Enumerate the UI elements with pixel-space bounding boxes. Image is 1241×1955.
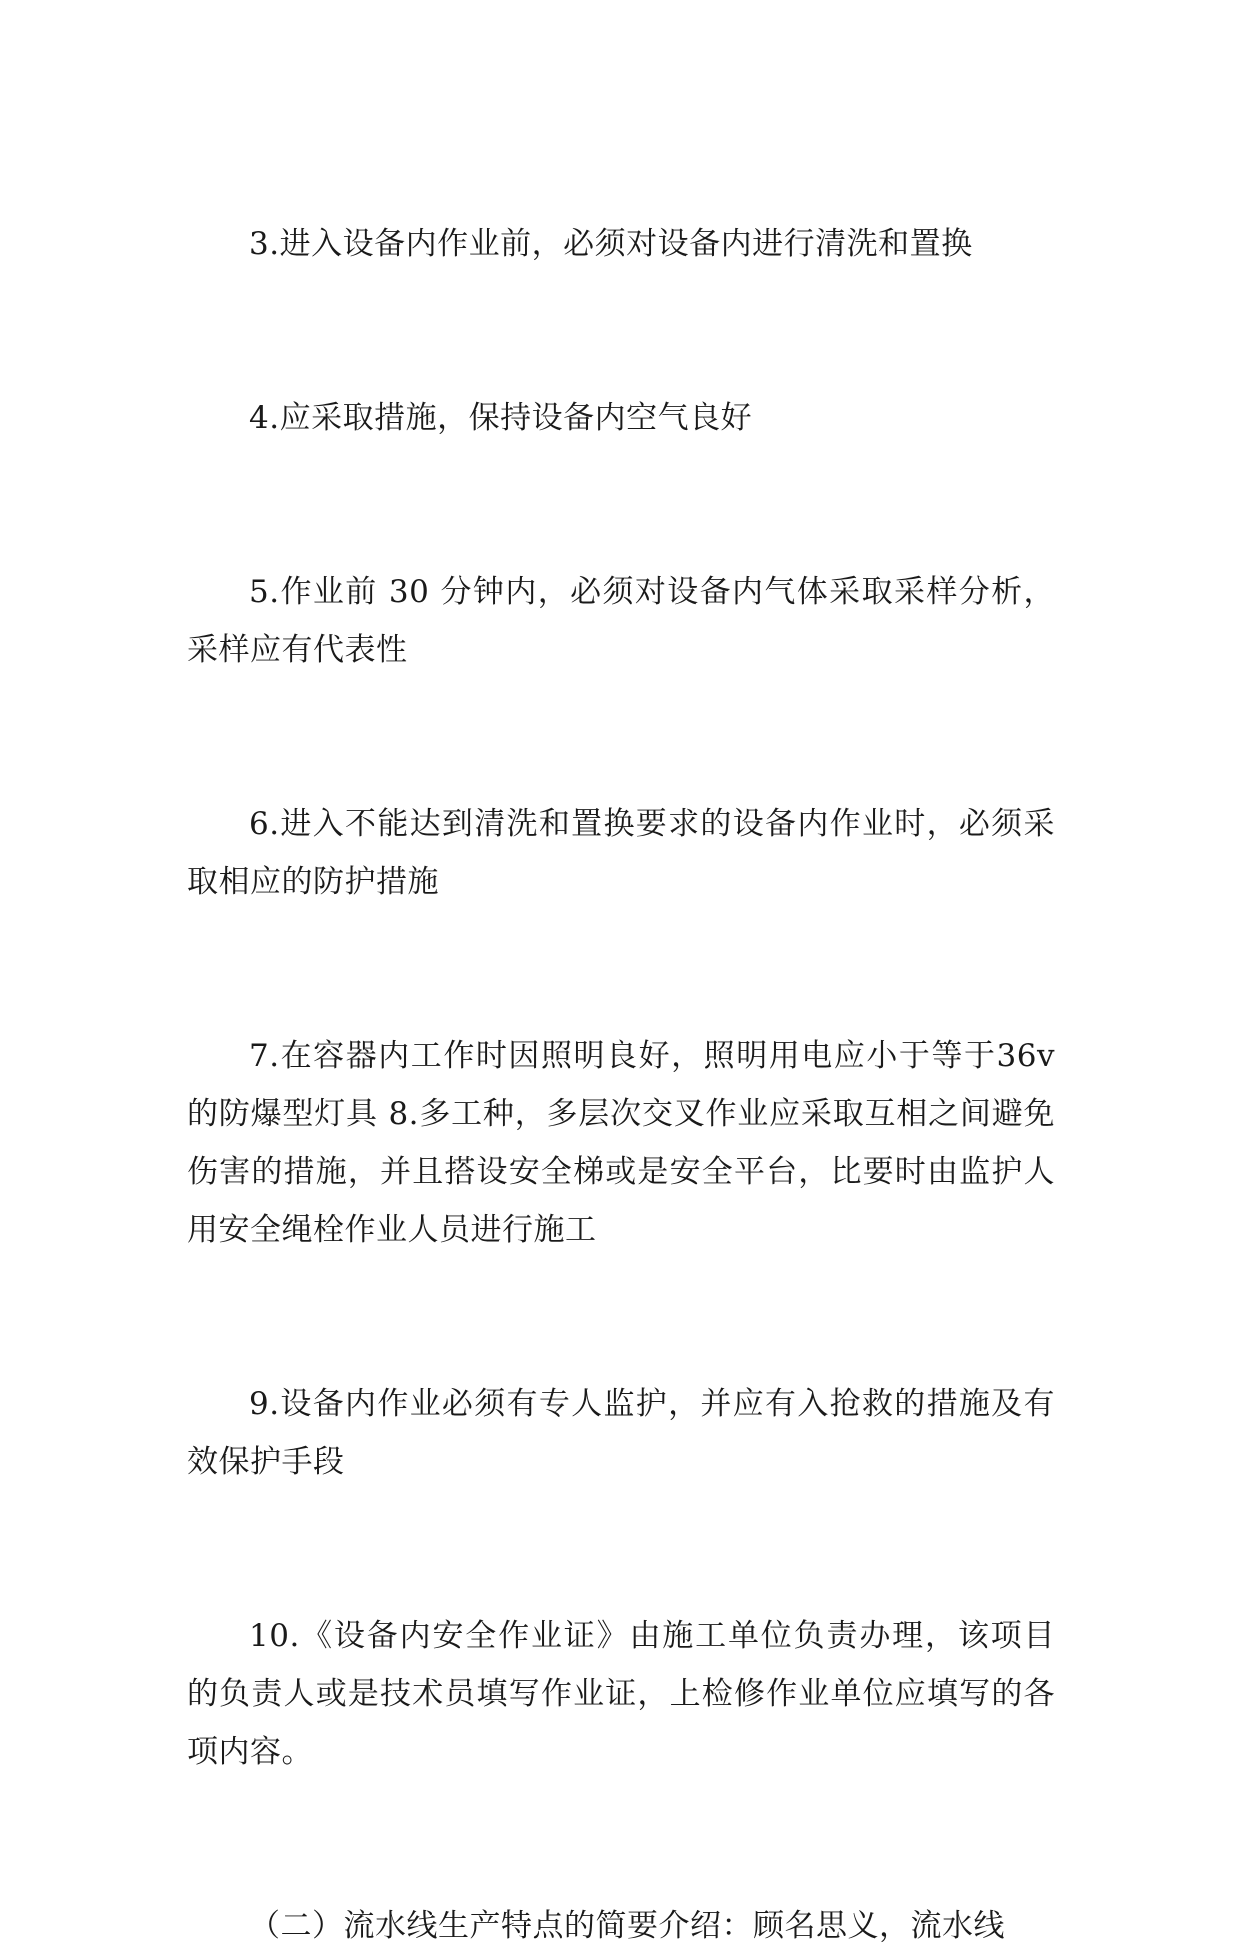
paragraph-item-4: 4.应采取措施，保持设备内空气良好 <box>249 400 753 436</box>
section-heading-paragraph: （二）流水线生产特点的简要介绍：顾名思义，流水线 <box>249 1908 1005 1944</box>
paragraph-item-7-8: 7.在容器内工作时因照明良好，照明用电应小于等于36v 的防爆型灯具 8.多工种，多层次交叉作业应采取互相之间避免伤害的措施，并且搭设安全梯或是安全平台，比要时由监护人用安全绳栓作业人员进行施工 <box>187 1038 1055 1248</box>
paragraph-item-6: 6.进入不能达到清洗和置换要求的设备内作业时，必须采取相应的防护措施 <box>187 806 1055 900</box>
document-body <box>187 215 1055 1955</box>
paragraph-item-3: 3.进入设备内作业前，必须对设备内进行清洗和置换 <box>249 226 973 262</box>
paragraph-item-10: 10.《设备内安全作业证》由施工单位负责办理，该项目的负责人或是技术员填写作业证，上检修作业单位应填写的各项内容。 <box>187 1618 1055 1770</box>
paragraph-item-5: 5.作业前 30 分钟内，必须对设备内气体采取采样分析，采样应有代表性 <box>187 574 1055 668</box>
paragraph-item-9: 9.设备内作业必须有专人监护，并应有入抢救的措施及有效保护手段 <box>187 1386 1055 1480</box>
